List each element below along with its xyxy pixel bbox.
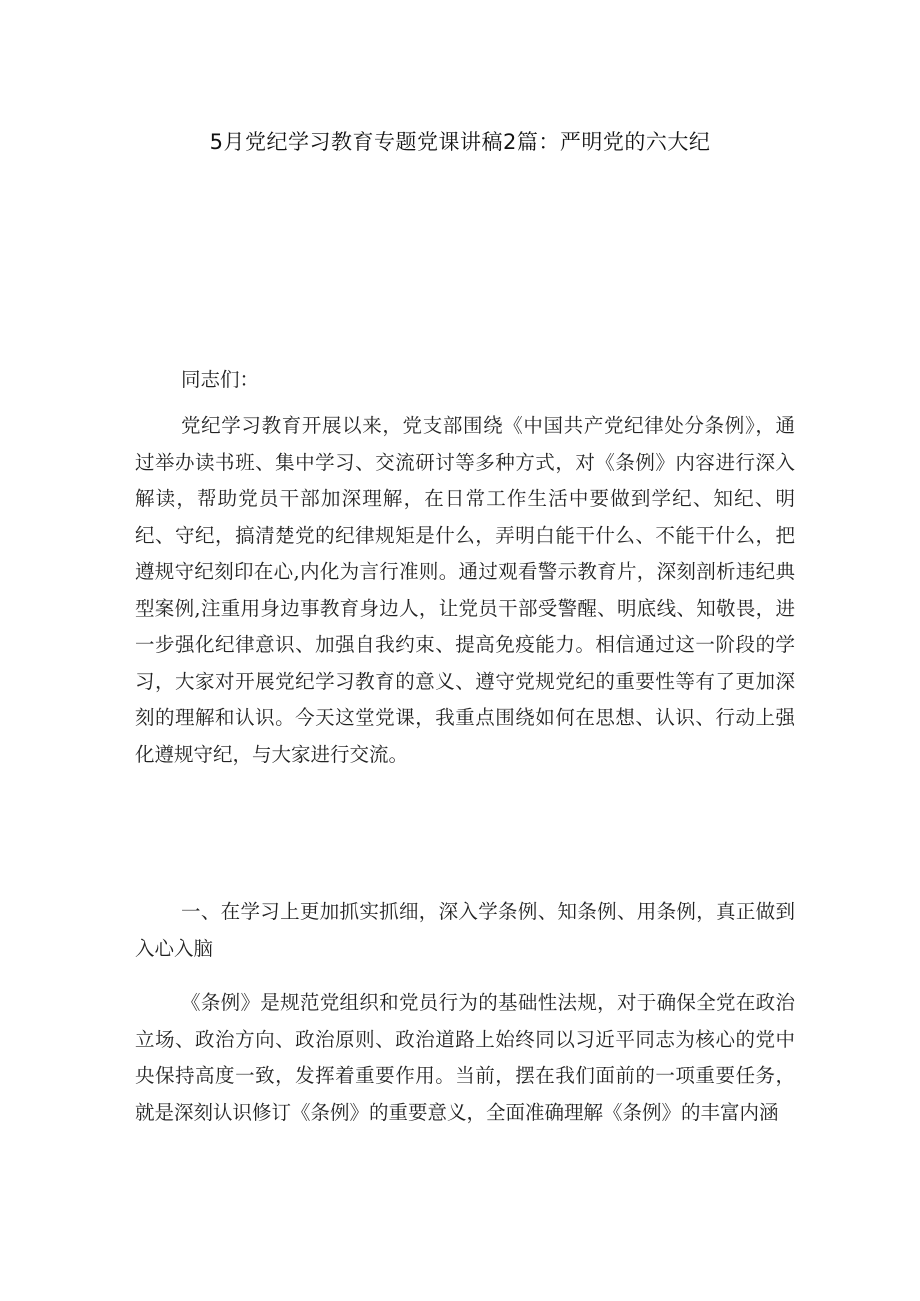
paragraph-intro: 党纪学习教育开展以来，党支部围绕《中国共产党纪律处分条例》，通过举办读书班、集中学习、交流研讨等多种方式，对《条例》内容进行深入解读，帮助党员干部加深理解，在日常工作生活中要做到学纪、知纪、明纪、守纪，搞清楚党的纪律规矩是什么，弄明白能干什么、不能干什么，把遵规守纪刻印在心,内化为言行准则。通过观看警示教育片，深刻剖析违纪典型案例,注重用身边事教育身边人，让党员干部受警醒、明底线、知敬畏，进一步强化纪律意识、加强自我约束、提高免疫能力。相信通过这一阶段的学习，大家对开展党纪学习教育的意义、遵守党规党纪的重要性等有了更加深刻的理解和认识。今天这堂党课，我重点围绕如何在思想、认识、行动上强化遵规守纪，与大家进行交流。 [135,414,795,766]
section-heading-1: 一、在学习上更加抓实抓细，深入学条例、知条例、用条例，真正做到入心入脑 [135,900,795,960]
paragraph-section-1: 《条例》是规范党组织和党员行为的基础性法规，对于确保全党在政治立场、政治方向、政治原则、政治道路上始终同以习近平同志为核心的党中央保持高度一致，发挥着重要作用。当前，摆在我们面前的一项重要任务，就是深刻认识修订《条例》的重要意义，全面准确理解《条例》的丰富内涵 [135,991,795,1124]
document-title: 5月党纪学习教育专题党课讲稿2篇：严明党的六大纪 [209,130,711,154]
greeting: 同志们： [181,368,260,391]
